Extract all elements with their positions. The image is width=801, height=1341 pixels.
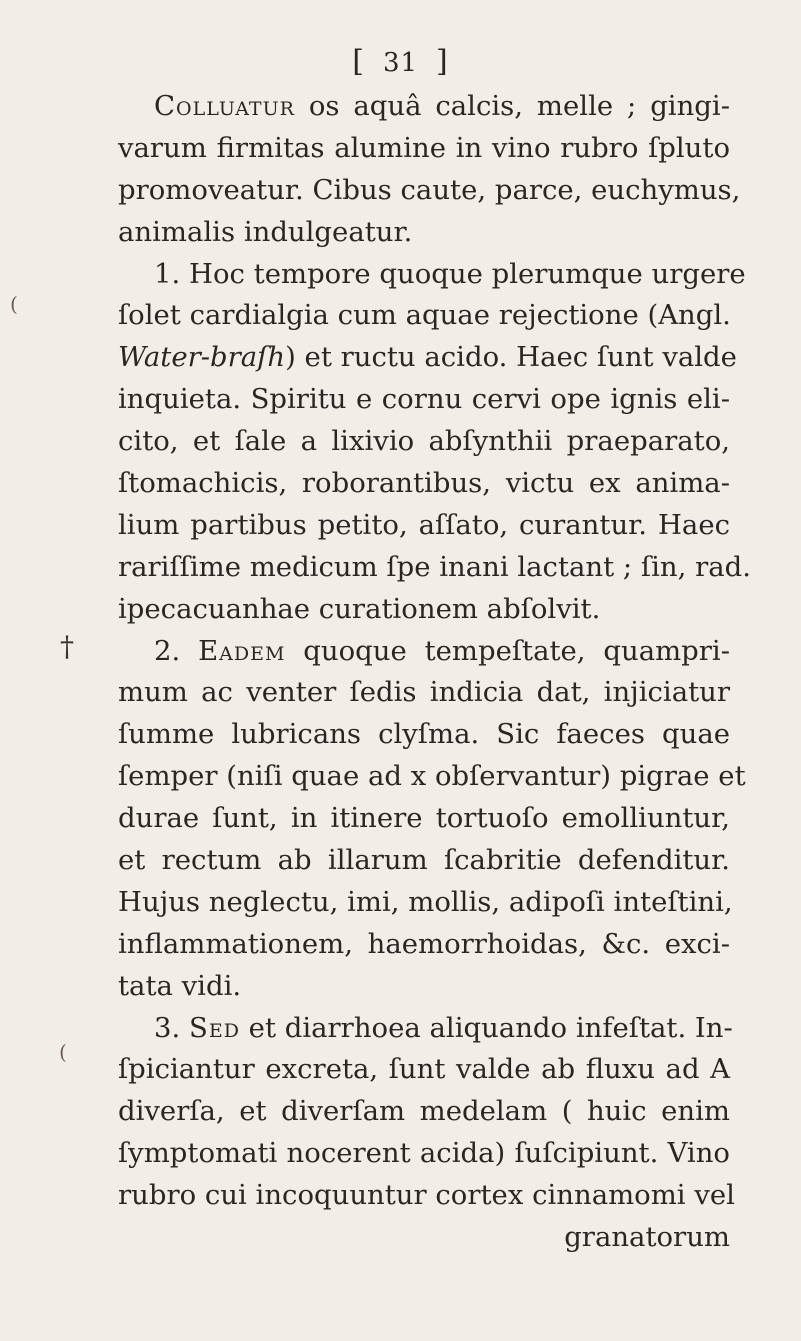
text-line: ſemper (niſi quae ad x obſervantur) pigrae et [118, 760, 746, 793]
text-line: ſolet cardialgia cum aquae rejectione (Angl. [118, 299, 731, 332]
text-line: ſpiciantur excreta, ſunt valde ab fluxu ad A [118, 1053, 730, 1086]
text-line: cito, et ſale a lixivio abſynthii praeparato, [118, 425, 730, 458]
text-line: Colluatur os aquâ calcis, melle ; gingi- [154, 90, 730, 122]
text-line: tata vidi. [118, 969, 242, 1002]
text-line: rariſſime medicum ſpe inani lactant ; ſin, rad. [118, 550, 751, 583]
text-line: ſymptomati nocerent acida) ſuſcipiunt. Vino [118, 1137, 730, 1170]
text-line: diverſa, et diverſam medelam ( huic enim [118, 1095, 730, 1128]
page-header [0, 42, 801, 83]
text-line: ſumme lubricans clyſma. Sic faeces quae [118, 718, 730, 751]
margin-mark: † [60, 630, 74, 663]
text-line: varum firmitas alumine in vino rubro ſpluto [118, 131, 730, 164]
text-line: animalis indulgeatur. [118, 215, 413, 248]
text-line: 1. Hoc tempore quoque plerumque urgere [154, 257, 746, 290]
catchword: granatorum [564, 1221, 730, 1254]
margin-mark: ( [10, 292, 18, 316]
header-left-bracket: [ [352, 44, 365, 79]
text-line: 2. Eadem quoque tempeſtate, quampri- [154, 634, 730, 667]
text-line: inflammationem, haemorrhoidas, &c. exci- [118, 927, 730, 960]
text-line: ipecacuanhae curationem abſolvit. [118, 592, 601, 625]
lead-word: Eadem [198, 634, 286, 667]
text-line: lium partibus petito, aſſato, curantur. Haec [118, 508, 730, 541]
text-line: durae ſunt, in itinere tortuoſo emolliuntur, [118, 802, 730, 835]
italic-term: Water-braſh [118, 341, 286, 374]
page-number: 31 [382, 48, 419, 78]
header-right-bracket: ] [436, 44, 449, 79]
body-text [118, 86, 751, 1259]
text-line: 3. Sed et diarrhoea aliquando infeſtat. In- [154, 1011, 733, 1044]
text-line: promoveatur. Cibus caute, parce, euchymus, [118, 173, 741, 206]
lead-word: Colluatur [154, 90, 295, 122]
text-line: inquieta. Spiritu e cornu cervi ope ignis eli- [118, 383, 730, 416]
text-line: ſtomachicis, roborantibus, victu ex anima- [118, 467, 730, 500]
text-line: Water-braſh) et ructu acido. Haec ſunt valde [118, 341, 737, 374]
margin-mark: ( [59, 1040, 67, 1064]
lead-word: Sed [188, 1011, 240, 1044]
text-line: et rectum ab illarum ſcabritie defenditur. [118, 844, 730, 877]
text-line: Hujus neglectu, imi, mollis, adipoſi inteſtini, [118, 885, 733, 918]
text-line: mum ac venter ſedis indicia dat, injiciatur [118, 676, 730, 709]
text-line: rubro cui incoquuntur cortex cinnamomi vel [118, 1179, 735, 1212]
